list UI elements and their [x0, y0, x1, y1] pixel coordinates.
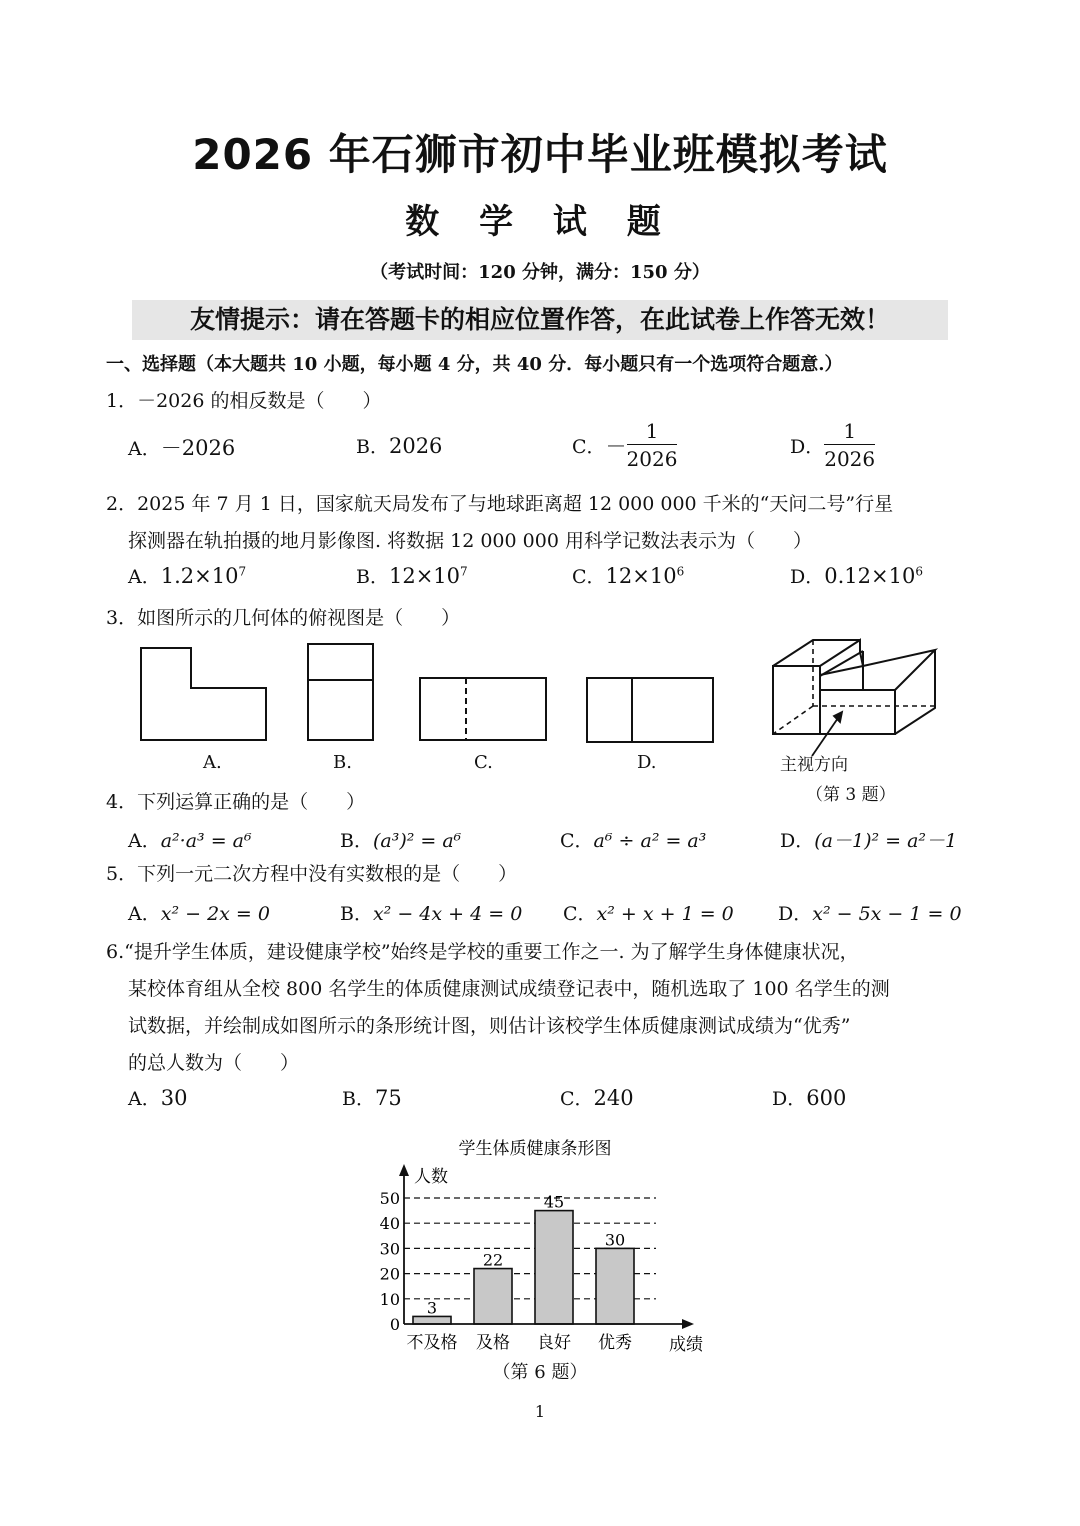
chart-bar	[413, 1316, 451, 1324]
q6-option-c-label: C．	[560, 1088, 594, 1110]
q4-option-c-value: a⁶ ÷ a² = a³	[593, 830, 707, 852]
q1-option-a	[128, 432, 235, 462]
q4-stem: 4．下列运算正确的是（ ）	[106, 791, 366, 813]
q3-caption: （第 3 题）	[806, 785, 896, 805]
chart-y-tick-label: 40	[379, 1214, 400, 1234]
q4-option-a-label: A．	[128, 830, 161, 852]
q3-option-c-label: C.	[474, 752, 493, 773]
q3-option-d-label: D.	[637, 752, 657, 773]
q2-option-a	[128, 562, 246, 589]
chart-x-axis-arrow	[682, 1319, 694, 1329]
q5-option-c-label: C．	[563, 903, 597, 925]
q4-option-d	[780, 826, 957, 853]
q5-option-a-value: x² − 2x = 0	[160, 903, 270, 925]
q4-option-b-value: (a³)² = a⁶	[372, 830, 462, 852]
chart-bar	[474, 1269, 512, 1324]
chart-x-tick-label: 不及格	[406, 1333, 458, 1353]
q5-option-d-value: x² − 5x − 1 = 0	[812, 903, 962, 925]
q1-option-b-value: 2026	[388, 434, 443, 458]
q3-option-a-shape	[141, 648, 266, 740]
q5-option-d	[778, 899, 962, 926]
q2-option-c-label: C．	[572, 566, 606, 588]
q3-option-d-shape	[587, 678, 713, 742]
chart-y-tick-label: 10	[379, 1289, 400, 1309]
q2-option-c	[572, 562, 684, 589]
q1-option-a-value: －2026	[160, 436, 236, 460]
q1-option-c	[572, 418, 677, 473]
q1-option-d-denominator: 2026	[824, 447, 876, 471]
reminder-banner: 友情提示：请在答题卡的相应位置作答，在此试卷上作答无效！	[132, 300, 948, 340]
q6-option-a-value: 30	[160, 1086, 188, 1110]
chart-x-axis-label: 成绩	[669, 1335, 703, 1355]
q5-stem: 5．下列一元二次方程中没有实数根的是（ ）	[106, 863, 518, 885]
q6-option-d-label: D．	[772, 1088, 807, 1110]
chart-y-axis-arrow	[399, 1164, 409, 1176]
exam-title: 2026 年石狮市初中毕业班模拟考试	[192, 130, 888, 179]
q2-option-d-base: 0.12×10	[824, 564, 916, 588]
q6-caption: （第 6 题）	[492, 1362, 588, 1383]
q6-option-d	[772, 1084, 846, 1111]
q2-option-a-label: A．	[128, 566, 161, 588]
q3-option-c-shape	[420, 678, 546, 740]
q1-option-c-denominator: 2026	[626, 447, 678, 471]
q1-option-c-sign: －	[605, 434, 627, 459]
chart-value-label: 3	[426, 1298, 438, 1318]
q6-line4: 的总人数为（ ）	[128, 1052, 300, 1074]
q2-option-b-label: B．	[356, 566, 389, 588]
q6-option-a-label: A．	[128, 1088, 161, 1110]
q6-option-b-label: B．	[342, 1088, 375, 1110]
q6-option-c-value: 240	[593, 1086, 634, 1110]
q2-option-d-exponent: 6	[915, 564, 923, 579]
q1-stem: 1．－2026 的相反数是（ ）	[106, 390, 382, 412]
chart-value-label: 45	[543, 1192, 565, 1212]
chart-bar	[535, 1211, 573, 1324]
exam-info: （考试时间：120 分钟，满分：150 分）	[370, 262, 710, 283]
q2-option-a-exponent: 7	[238, 564, 247, 579]
q4-option-c	[560, 826, 706, 853]
q2-line2: 探测器在轨拍摄的地月影像图. 将数据 12 000 000 用科学记数法表示为（ ）	[128, 530, 812, 552]
chart-y-tick-label: 0	[389, 1315, 400, 1334]
q1-option-d-label: D．	[790, 436, 825, 458]
q3-stem: 3．如图所示的几何体的俯视图是（ ）	[106, 607, 461, 629]
q1-option-c-fraction	[627, 418, 678, 473]
q3-option-a-label: A.	[203, 752, 222, 773]
q6-line3: 试数据，并绘制成如图所示的条形统计图，则估计该校学生体质健康测试成绩为“优秀”	[128, 1015, 851, 1037]
q2-option-b-base: 12×10	[388, 564, 461, 588]
q3-figures	[0, 630, 1080, 810]
chart-y-tick-label: 50	[379, 1189, 400, 1208]
q5-option-c	[563, 899, 734, 926]
q3-option-b-label: B.	[333, 752, 352, 773]
q1-option-d-numerator: 1	[824, 418, 875, 445]
chart-x-tick-label: 及格	[476, 1333, 510, 1353]
chart-bar	[596, 1248, 634, 1324]
chart-title: 学生体质健康条形图	[458, 1139, 612, 1159]
chart-value-label: 22	[482, 1250, 504, 1270]
q5-option-b-value: x² − 4x + 4 = 0	[372, 903, 523, 925]
q2-option-c-base: 12×10	[605, 564, 677, 588]
q2-option-b	[356, 562, 468, 589]
q6-option-c	[560, 1084, 634, 1111]
q2-option-d-label: D．	[790, 566, 825, 588]
q6-line1: 6.“提升学生体质，建设健康学校”始终是学校的重要工作之一. 为了解学生身体健康状况，	[106, 941, 859, 963]
q5-option-a	[128, 899, 270, 926]
q4-option-a-value: a²·a³ = a⁶	[160, 830, 252, 852]
q6-option-b	[342, 1084, 402, 1111]
chart-y-tick-label: 20	[379, 1264, 400, 1284]
q2-option-d	[790, 562, 923, 589]
q5-option-b-label: B．	[340, 903, 373, 925]
q3-solid-figure	[773, 640, 935, 734]
q4-option-d-value: (a－1)² = a²－1	[814, 830, 958, 852]
q1-option-a-label: A．	[128, 438, 161, 460]
q4-option-c-label: C．	[560, 830, 594, 852]
exam-subtitle: 数 学 试 题	[405, 202, 675, 242]
chart-x-tick-label: 优秀	[598, 1333, 632, 1353]
q6-option-a	[128, 1084, 187, 1111]
q6-option-b-value: 75	[374, 1086, 402, 1110]
page-number: 1	[534, 1402, 546, 1421]
q4-option-a	[128, 826, 252, 853]
q4-option-b-label: B．	[340, 830, 373, 852]
q3-option-b-shape	[308, 644, 373, 740]
chart-value-label: 30	[604, 1230, 626, 1250]
q1-option-b	[356, 432, 442, 459]
chart-y-tick-label: 30	[379, 1239, 400, 1259]
q2-line1: 2．2025 年 7 月 1 日，国家航天局发布了与地球距离超 12 000 000 千米的“天问二号”行星	[106, 493, 894, 515]
q4-option-d-label: D．	[780, 830, 815, 852]
q2-option-c-exponent: 6	[676, 564, 685, 579]
q5-option-a-label: A．	[128, 903, 161, 925]
q1-option-b-label: B．	[356, 436, 389, 458]
section-heading: 一、选择题（本大题共 10 小题，每小题 4 分，共 40 分．每小题只有一个选项符合题意.）	[106, 354, 843, 375]
q6-bar-chart	[360, 1130, 720, 1360]
q3-direction-label: 主视方向	[780, 755, 848, 775]
q2-option-a-base: 1.2×10	[160, 564, 239, 588]
q6-line2: 某校体育组从全校 800 名学生的体质健康测试成绩登记表中，随机选取了 100 名学生的测	[128, 978, 890, 1000]
chart-x-tick-label: 良好	[537, 1333, 571, 1353]
q5-option-b	[340, 899, 522, 926]
q1-option-c-label: C．	[572, 436, 606, 458]
chart-y-axis-label: 人数	[414, 1167, 448, 1187]
q1-option-d	[790, 418, 875, 473]
q1-option-c-numerator: 1	[627, 418, 678, 445]
q1-option-d-fraction	[824, 418, 875, 473]
q2-option-b-exponent: 7	[460, 564, 468, 579]
q5-option-c-value: x² + x + 1 = 0	[596, 903, 734, 925]
q6-option-d-value: 600	[806, 1086, 847, 1110]
q5-option-d-label: D．	[778, 903, 813, 925]
q4-option-b	[340, 826, 461, 853]
